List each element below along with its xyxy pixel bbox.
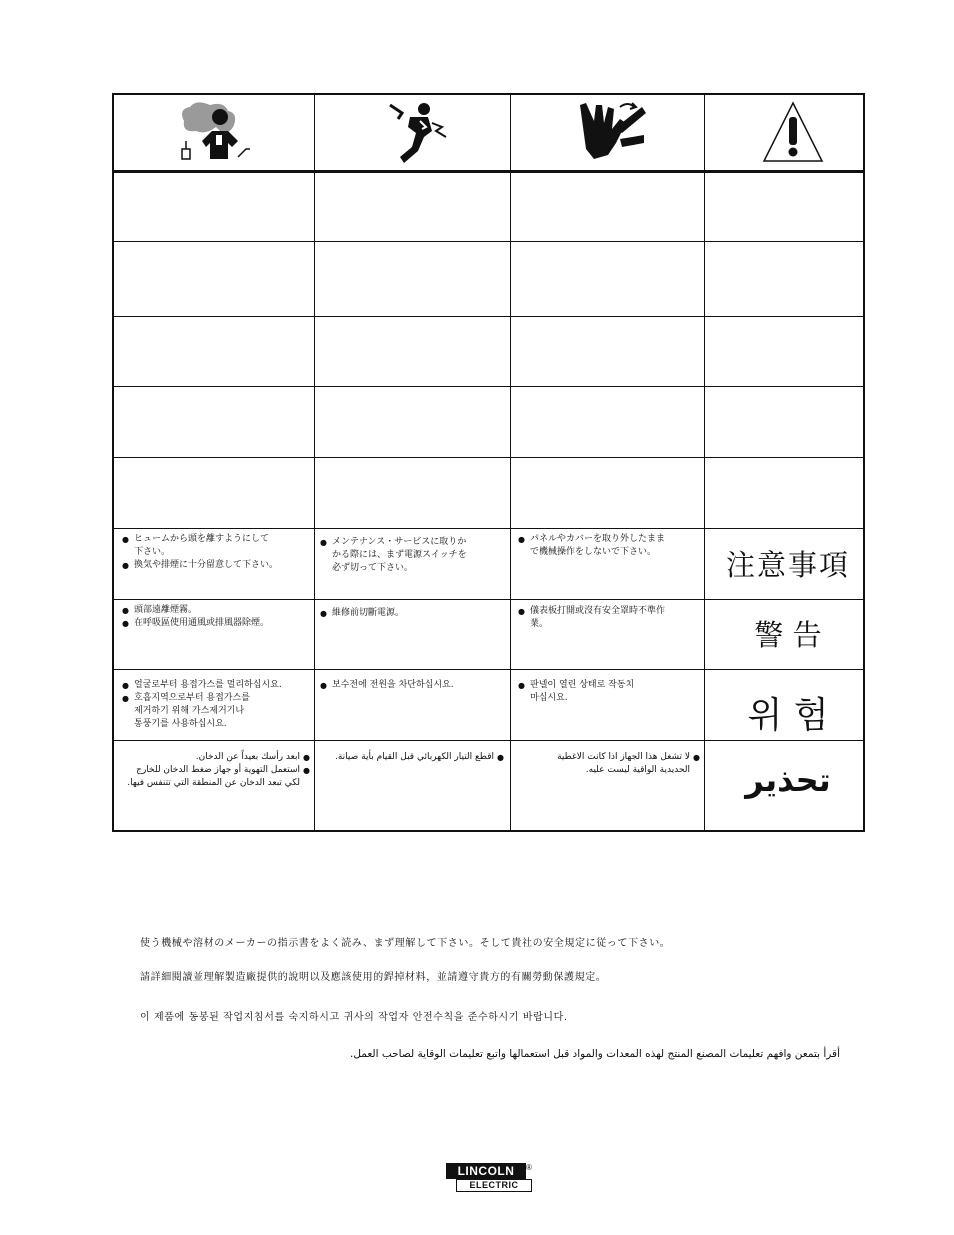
row-divider (114, 316, 863, 317)
note-chinese: 請詳細閱讀並理解製造廠提供的說明以及應該使用的銲掉材料，並請遵守貴方的有關勞動保護規定。 (140, 972, 607, 983)
korean-fumes-instructions (122, 679, 314, 731)
list-item: ● メンテナンス・サービスに取りか かる際には、まず電源スイッチを 必ず切って下さい。 (320, 536, 506, 575)
list-item: ● ابعد رأسك بعيداً عن الدخان. (120, 751, 310, 764)
logo-line1: LINCOLN (446, 1163, 526, 1179)
fumes-breathing-hazard-icon (176, 101, 256, 165)
arabic-shock-instructions (318, 751, 504, 764)
list-item: ● ヒュームから頭を離すようにして 下さい。 (122, 533, 310, 559)
warning-label-chinese: 警 告 (754, 618, 822, 652)
list-item: ● 維修前切斷電源。 (320, 607, 506, 620)
list-item: ● استعمل التهوية أو جهاز ضغط الدخان للخارج لكي تبعد الدخان عن المنطقة التي تتنفس فيها. (120, 764, 310, 790)
list-item: ● 보수전에 전원을 차단하십시요. (320, 679, 506, 692)
list-item: ● 판넬이 열린 상태로 작동치 마십시요. (518, 679, 700, 705)
note-japanese: 使う機械や溶材のメーカーの指示書をよく読み、まず理解して下さい。そして貴社の安全規定に従って下さい。 (140, 938, 671, 949)
chinese-shock-instructions (320, 607, 506, 620)
japanese-fumes-instructions (122, 533, 310, 572)
chinese-moving-parts-instructions (518, 605, 700, 631)
safety-warning-table (112, 93, 865, 832)
chinese-fumes-instructions (122, 604, 310, 630)
list-item: ● 얼굴로부터 용접가스를 멀리하십시요. (122, 679, 314, 692)
moving-parts-hand-hazard-icon (574, 99, 648, 167)
list-item: ● اقطع التيار الكهربائي قبل القيام بأية صيانة. (318, 751, 504, 764)
note-arabic: أقرأ بتمعن وافهم تعليمات المصنع المنتج لهذه المعدات والمواد قبل استعمالها واتبع تعليمات الوقاية لصاحب العمل. (349, 1048, 840, 1060)
electric-shock-hazard-icon (380, 101, 450, 165)
row-divider (114, 669, 863, 670)
row-divider (114, 386, 863, 387)
korean-shock-instructions (320, 679, 506, 692)
japanese-shock-instructions (320, 536, 506, 575)
header-divider (114, 170, 863, 173)
column-divider (704, 95, 705, 830)
list-item: ● 호흡지역으로부터 용접가스를 제거하기 위해 가스제거기나 통풍기를 사용하십시요. (122, 692, 314, 731)
column-divider (314, 95, 315, 830)
note-korean: 이 제품에 동봉된 작업지침서를 숙지하시고 귀사의 작업자 안전수칙을 준수하시기 바랍니다. (140, 1012, 568, 1023)
row-divider (114, 740, 863, 741)
row-divider (114, 528, 863, 529)
arabic-fumes-instructions (120, 751, 310, 790)
list-item: ● 在呼吸區使用通風或排風器除煙。 (122, 617, 310, 630)
column-divider (510, 95, 511, 830)
logo-registered-mark: ® (526, 1163, 532, 1172)
list-item: ● 頭部遠離煙霧。 (122, 604, 310, 617)
warning-triangle-icon (760, 99, 826, 165)
row-divider (114, 241, 863, 242)
warning-label-arabic: تحذير (745, 761, 831, 799)
list-item: ● لا تشغل هذا الجهاز اذا كانت الاغطية الحديدية الواقية ليست عليه. (516, 751, 700, 777)
logo-line2: ELECTRIC (456, 1179, 532, 1192)
list-item: ● パネルやカバーを取り外したまま で機械操作をしないで下さい。 (518, 533, 700, 559)
japanese-moving-parts-instructions (518, 533, 700, 559)
row-divider (114, 599, 863, 600)
lincoln-electric-logo (446, 1163, 534, 1193)
korean-moving-parts-instructions (518, 679, 700, 705)
list-item: ● 儀表板打開或沒有安全罩時不準作 業。 (518, 605, 700, 631)
arabic-moving-parts-instructions (516, 751, 700, 777)
list-item: ● 換気や排煙に十分留意して下さい。 (122, 559, 310, 572)
warning-label-korean: 위 험 (747, 695, 829, 736)
warning-label-japanese: 注意事項 (725, 548, 850, 582)
row-divider (114, 457, 863, 458)
